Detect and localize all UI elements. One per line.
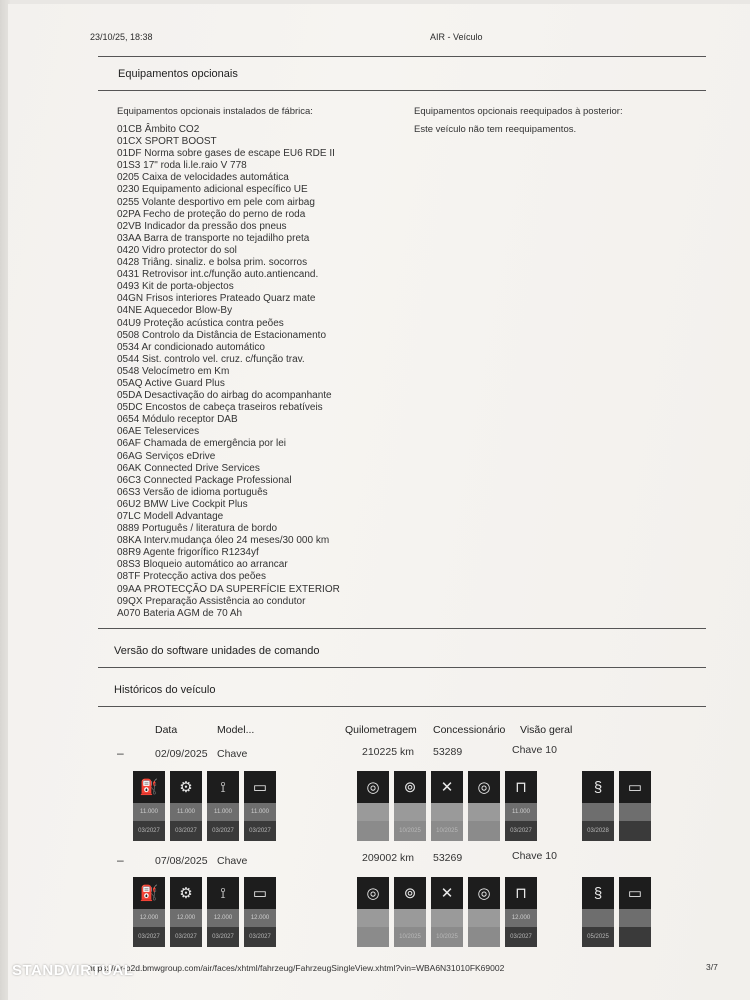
- factory-equipment-heading: Equipamentos opcionais instalados de fábrica:: [117, 106, 313, 117]
- equipment-item: 01S3 17" roda li.le.raio V 778: [117, 160, 247, 172]
- equipment-list: [117, 124, 407, 620]
- tile-date: 03/2027: [505, 927, 537, 947]
- history-col-km: Quilometragem: [345, 724, 417, 736]
- legal-inspection-icon: §: [582, 771, 614, 803]
- tile-distance: 12.000: [505, 909, 537, 927]
- tile-distance: [357, 803, 389, 821]
- history-row-view: Chave 10: [512, 850, 557, 862]
- equipment-item: 04GN Frisos interiores Prateado Quarz mate: [117, 293, 316, 305]
- equipment-item: 01CB Âmbito CO2: [117, 124, 200, 135]
- watermark-logo: STANDVIRTUAL: [12, 962, 134, 979]
- equipment-item: 0544 Sist. controlo vel. cruz. c/função trav.: [117, 353, 305, 365]
- history-row-type: Chave: [217, 855, 248, 867]
- equipment-item: 07LC Modell Advantage: [117, 511, 224, 522]
- service-tile[interactable]: [244, 771, 276, 841]
- tile-date: [619, 821, 651, 841]
- divider: [98, 667, 706, 668]
- tile-distance: [582, 909, 614, 927]
- tile-date: 03/2027: [133, 927, 165, 947]
- service-tile[interactable]: [431, 771, 463, 841]
- tile-distance: [357, 909, 389, 927]
- history-row-km: 209002 km: [362, 852, 414, 864]
- service-tile[interactable]: [468, 877, 500, 947]
- divider: [98, 628, 706, 629]
- history-row-dealer: 53289: [433, 746, 463, 758]
- tile-distance: [394, 909, 426, 927]
- collapse-toggle[interactable]: –: [117, 746, 124, 760]
- tile-distance: 12.000: [207, 909, 239, 927]
- tile-date: 03/2027: [170, 821, 202, 841]
- tile-date: [619, 927, 651, 947]
- service-tools-icon: ✕: [431, 771, 463, 803]
- tile-distance: [468, 803, 500, 821]
- divider: [98, 706, 706, 707]
- equipment-item: 0654 Módulo receptor DAB: [117, 414, 238, 426]
- filter-icon: ▭: [244, 771, 276, 803]
- equipment-item: 01CX SPORT BOOST: [117, 136, 217, 148]
- equipment-item: 08R9 Agente frigorífico R1234yf: [117, 547, 259, 559]
- tile-distance: [468, 909, 500, 927]
- tile-distance: 11.000: [505, 803, 537, 821]
- equipment-item: 0508 Controlo da Distância de Estacionamento: [117, 329, 327, 341]
- car-lift-icon: ⊓: [505, 877, 537, 909]
- history-row-type: Chave: [217, 748, 248, 760]
- oil-can-icon: ⛽: [133, 877, 165, 909]
- tile-date: 10/2025: [431, 821, 463, 841]
- history-row-date: 07/08/2025: [155, 855, 208, 867]
- service-tile[interactable]: [170, 771, 202, 841]
- service-tile[interactable]: [244, 877, 276, 947]
- tile-date: 03/2027: [505, 821, 537, 841]
- spark-plug-icon: ⟟: [207, 771, 239, 803]
- equipment-item: 0255 Volante desportivo em pele com airbag: [117, 196, 315, 208]
- tile-distance: 12.000: [133, 909, 165, 927]
- tile-date: 03/2027: [133, 821, 165, 841]
- brake-front-icon: ◎: [357, 877, 389, 909]
- tile-distance: 11.000: [207, 803, 239, 821]
- history-col-dealer: Concessionário: [433, 724, 506, 736]
- spark-plug-icon: ⟟: [207, 877, 239, 909]
- oil-can-icon: ⛽: [133, 771, 165, 803]
- history-row-km: 210225 km: [362, 746, 414, 758]
- brake-disc-icon: ⊚: [394, 877, 426, 909]
- equipment-item: 0230 Equipamento adicional específico UE: [117, 184, 308, 196]
- retrofit-text: Este veículo não tem reequipamentos.: [414, 124, 577, 135]
- equipment-item: 0205 Caixa de velocidades automática: [117, 172, 289, 184]
- equipment-item: 0889 Português / literatura de bordo: [117, 523, 278, 535]
- equipment-item: 06AK Connected Drive Services: [117, 462, 260, 474]
- tile-date: 03/2027: [244, 927, 276, 947]
- brake-rear-icon: ◎: [468, 771, 500, 803]
- emission-check-icon: ▭: [619, 877, 651, 909]
- tile-date: 03/2028: [582, 821, 614, 841]
- tile-date: 03/2027: [170, 927, 202, 947]
- equipment-item: 05AQ Active Guard Plus: [117, 377, 225, 389]
- tile-distance: [582, 803, 614, 821]
- page-number: 3/7: [706, 962, 718, 972]
- equipment-item: 02PA Fecho de proteção do perno de roda: [117, 208, 306, 220]
- equipment-item: 06C3 Connected Package Professional: [117, 474, 292, 486]
- history-row-date: 02/09/2025: [155, 748, 208, 760]
- service-tile[interactable]: [394, 877, 426, 947]
- history-col-date: Data: [155, 724, 178, 736]
- history-row-dealer: 53269: [433, 852, 463, 864]
- equipment-item: 08KA Interv.mudança óleo 24 meses/30 000 km: [117, 535, 330, 547]
- brake-rear-icon: ◎: [468, 877, 500, 909]
- tile-date: 03/2027: [244, 821, 276, 841]
- equipment-item: 09AA PROTECÇÃO DA SUPERFÍCIE EXTERIOR: [117, 583, 340, 595]
- history-row-view: Chave 10: [512, 744, 557, 756]
- tile-date: [357, 927, 389, 947]
- equipment-item: 05DA Desactivação do airbag do acompanhante: [117, 390, 332, 402]
- history-col-model: Model...: [217, 724, 255, 736]
- tile-distance: [619, 909, 651, 927]
- brake-disc-icon: ⊚: [394, 771, 426, 803]
- tile-distance: [394, 803, 426, 821]
- equipment-item: 06AE Teleservices: [117, 426, 200, 438]
- tile-distance: [619, 803, 651, 821]
- service-tile[interactable]: [468, 771, 500, 841]
- service-tile[interactable]: [582, 877, 614, 947]
- brake-fluid-icon: ⚙: [170, 877, 202, 909]
- tile-date: 05/2025: [582, 927, 614, 947]
- service-tile[interactable]: [207, 771, 239, 841]
- brake-front-icon: ◎: [357, 771, 389, 803]
- equipment-item: 06S3 Versão de idioma português: [117, 486, 268, 498]
- service-tile[interactable]: [505, 771, 537, 841]
- print-date: 23/10/25, 18:38: [90, 32, 153, 42]
- history-col-view: Visão geral: [520, 724, 573, 736]
- service-tile[interactable]: [505, 877, 537, 947]
- tile-date: 10/2025: [394, 927, 426, 947]
- tile-date: 03/2027: [207, 821, 239, 841]
- footer-url[interactable]: https://air-b2d.bmwgroup.com/air/faces/xhtml/fahrzeug/FahrzeugSingleView.xhtml?vin=WBA6N31010FK69002: [88, 963, 505, 973]
- service-tile[interactable]: [619, 877, 651, 947]
- tile-distance: 12.000: [244, 909, 276, 927]
- tile-distance: 11.000: [244, 803, 276, 821]
- equipment-item: 0493 Kit de porta-objectos: [117, 281, 234, 293]
- tile-distance: [431, 803, 463, 821]
- service-tile[interactable]: [357, 771, 389, 841]
- equipment-item: 01DF Norma sobre gases de escape EU6 RDE II: [117, 148, 335, 160]
- tile-date: 10/2025: [431, 927, 463, 947]
- filter-icon: ▭: [244, 877, 276, 909]
- service-tile[interactable]: [431, 877, 463, 947]
- service-tile[interactable]: [357, 877, 389, 947]
- brake-fluid-icon: ⚙: [170, 771, 202, 803]
- equipment-item: 03AA Barra de transporte no tejadilho preta: [117, 232, 310, 244]
- tile-date: 10/2025: [394, 821, 426, 841]
- equipment-item: 06U2 BMW Live Cockpit Plus: [117, 498, 248, 510]
- section-title-equipment: Equipamentos opcionais: [118, 68, 238, 80]
- service-tile[interactable]: [582, 771, 614, 841]
- equipment-item: 09QX Preparação Assistência ao condutor: [117, 595, 306, 607]
- service-tile[interactable]: [170, 877, 202, 947]
- service-tile[interactable]: [207, 877, 239, 947]
- divider: [98, 56, 706, 57]
- tile-distance: 12.000: [170, 909, 202, 927]
- service-tile[interactable]: [133, 877, 165, 947]
- divider: [98, 90, 706, 91]
- section-title-history: Históricos do veículo: [114, 684, 216, 696]
- tile-distance: 11.000: [133, 803, 165, 821]
- service-tools-icon: ✕: [431, 877, 463, 909]
- equipment-item: 0534 Ar condicionado automático: [117, 341, 265, 353]
- equipment-item: 05DC Encostos de cabeça traseiros rebatíveis: [117, 402, 323, 414]
- equipment-item: 06AF Chamada de emergência por lei: [117, 438, 286, 450]
- equipment-item: 0548 Velocímetro em Km: [117, 365, 230, 377]
- equipment-item: 0431 Retrovisor int.c/função auto.antiencand.: [117, 269, 319, 281]
- tile-distance: 11.000: [170, 803, 202, 821]
- section-title-software: Versão do software unidades de comando: [114, 645, 320, 657]
- equipment-item: 02VB Indicador da pressão dos pneus: [117, 220, 287, 232]
- retrofit-heading: Equipamentos opcionais reequipados à posterior:: [414, 106, 623, 117]
- equipment-item: A070 Bateria AGM de 70 Ah: [117, 607, 243, 619]
- equipment-item: 06AG Serviços eDrive: [117, 450, 216, 462]
- tile-distance: [431, 909, 463, 927]
- equipment-item: 0428 Triâng. sinaliz. e bolsa prim. socorros: [117, 257, 308, 269]
- equipment-item: 04NE Aquecedor Blow-By: [117, 305, 233, 317]
- car-lift-icon: ⊓: [505, 771, 537, 803]
- emission-check-icon: ▭: [619, 771, 651, 803]
- tile-date: [468, 821, 500, 841]
- equipment-item: 08TF Protecção activa dos peões: [117, 571, 266, 583]
- collapse-toggle[interactable]: –: [117, 853, 124, 867]
- tile-date: [357, 821, 389, 841]
- tile-date: [468, 927, 500, 947]
- print-title: AIR - Veículo: [430, 32, 483, 42]
- equipment-item: 0420 Vidro protector do sol: [117, 244, 237, 256]
- service-tile[interactable]: [133, 771, 165, 841]
- service-tile[interactable]: [394, 771, 426, 841]
- equipment-item: 04U9 Proteção acústica contra peões: [117, 317, 284, 329]
- equipment-item: 08S3 Bloqueio automático ao arrancar: [117, 559, 288, 571]
- tile-date: 03/2027: [207, 927, 239, 947]
- legal-inspection-icon: §: [582, 877, 614, 909]
- service-tile[interactable]: [619, 771, 651, 841]
